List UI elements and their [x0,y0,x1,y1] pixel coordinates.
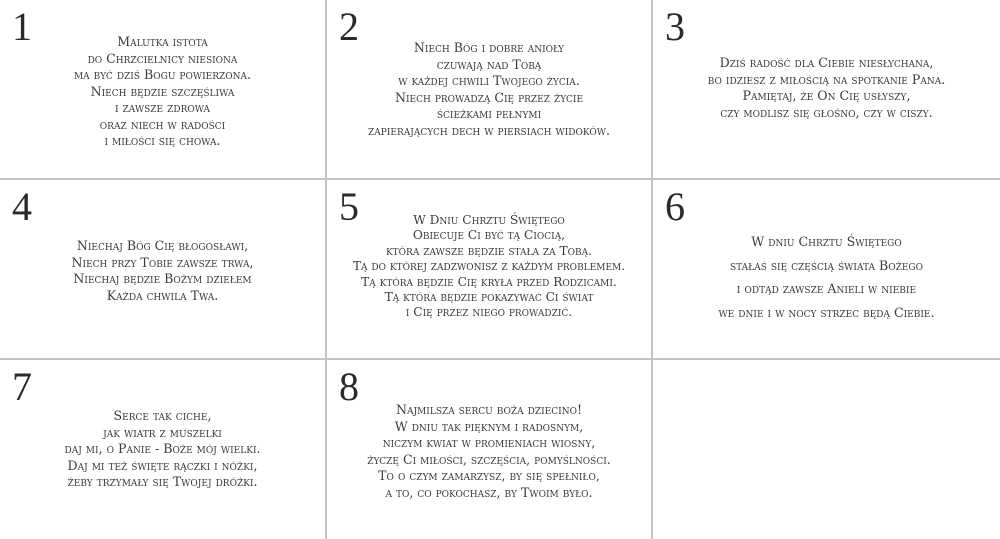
verse-line: ma być dziś Bogu powierzona. [73,67,252,82]
verse-line: Niechaj będzie Bożym dziełem [73,271,252,286]
verse-line: To o czym zamarzysz, by się spełniło, [378,468,600,483]
verse-line: W dniu Chrztu Świętego [751,234,902,249]
verse-card-6 [653,180,1000,360]
verse-line: żeby trzymały się Twojej dróżki. [67,474,258,489]
verse-card-4 [0,180,327,360]
verse-line: Najmilsza sercu boża dziecino! [395,402,583,417]
verse-text [653,230,1000,324]
verse-card-3 [653,0,1000,180]
verse-line: Serce tak ciche, [113,408,212,423]
card-number: 1 [12,4,32,49]
verse-line: czy modlisz się głośno, czy w ciszy. [720,104,933,120]
verse-line: oraz niech w radości [99,116,226,132]
verse-line: Dziś radość dla Ciebie niesłychana, [719,55,934,70]
card-number: 6 [665,184,685,229]
verse-line: Każda chwila Twa. [106,287,219,303]
verse-line: a to, co pokochasz, by Twoim było. [385,484,593,500]
verse-line: W Dniu Chrztu Świętego [413,213,565,227]
verse-line: do Chrzcielnicy niesiona [87,50,238,66]
verse-line: Niech przy Tobie zawsze trwa, [71,254,254,270]
verse-text [327,402,651,501]
card-number: 7 [12,364,32,409]
verse-line: Niechaj Bóg Cię błogosławi, [76,238,249,253]
verse-line: daj mi, o Panie - Boże mój wielki. [64,441,261,456]
verse-line: Niech prowadzą Cię przez życie [394,89,584,105]
verse-line: życzę Ci miłości, szczęścia, pomyślności. [367,451,611,467]
verse-line: niczym kwiat w promieniach wiosny, [382,435,596,450]
verse-line: bo idziesz z miłością na spotkanie Pana. [707,71,946,87]
verse-line: we dnie i w nocy strzec będą Ciebie. [718,304,935,320]
verse-card-8 [327,360,653,539]
verse-line: Niech będzie szczęśliwa [90,83,235,99]
verse-line: i miłości się chowa. [104,133,221,148]
verse-line: Pamiętaj, że On Cię usłyszy, [742,88,911,103]
card-number: 5 [339,184,359,229]
verse-line: ścieżkami pełnymi [436,106,542,121]
verse-card-7 [0,360,327,539]
verse-card-1 [0,0,327,180]
card-number: 3 [665,4,685,49]
verse-text [653,55,1000,121]
verse-text [0,238,325,304]
verse-line: i Cię przez niego prowadzić. [405,305,573,320]
verse-line: Tą która będzie pokazywać Ci świat [384,290,594,305]
verse-line: jak wiatr z muszelki [103,424,222,440]
verse-line: która zawsze będzie stała za Tobą. [385,243,593,258]
verse-line: Daj mi też święte rączki i nóżki, [67,457,258,473]
verse-line: i odtąd zawsze Anieli w niebie [736,281,917,296]
verse-card-2 [327,0,653,180]
verse-line: W dniu tak pięknym i radosnym, [394,418,584,434]
verse-line: Tą do której zadzwonisz z każdym problemem. [352,259,626,274]
card-number: 2 [339,4,359,49]
verse-card-5 [327,180,653,360]
verse-line: Malutka istota [117,34,208,49]
verse-line: Tą która będzie Cię kryła przed Rodzicami. [361,274,617,289]
verse-text [327,40,651,139]
verse-text [327,213,651,321]
empty-card [653,360,1000,539]
verse-line: czuwają nad Tobą [436,56,542,72]
verse-text [0,408,325,491]
verse-line: stałaś się częścią świata Bożego [730,257,923,273]
verse-line: Niech Bóg i dobre anioły [413,40,565,55]
verse-line: zapierających dech w piersiach widoków. [368,122,610,138]
verse-line: Obiecuje Ci być tą Ciocią, [412,228,566,243]
verse-text [0,34,325,150]
verse-line: w każdej chwili Twojego życia. [398,73,580,88]
card-number: 8 [339,364,359,409]
card-number: 4 [12,184,32,229]
verse-line: i zawsze zdrowa [114,100,211,115]
